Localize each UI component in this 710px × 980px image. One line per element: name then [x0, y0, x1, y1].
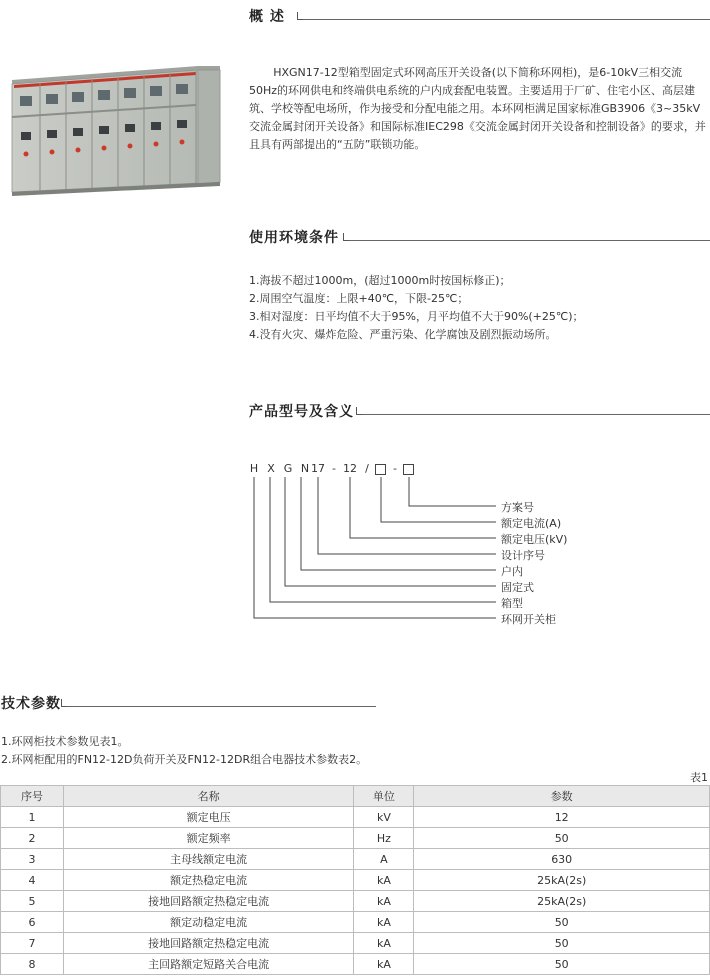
- code-char-h: H: [249, 462, 259, 475]
- cell-name: 额定动稳定电流: [63, 912, 354, 933]
- cell-index: 3: [1, 849, 64, 870]
- tech-title-line: [67, 706, 376, 707]
- cell-value: 50: [414, 933, 710, 954]
- header-index: 序号: [1, 786, 64, 807]
- code-char-n: N: [300, 462, 310, 475]
- list-item: 2.周围空气温度：上限+40℃，下限-25℃；: [249, 292, 469, 305]
- header-value: 参数: [414, 786, 710, 807]
- overview-paragraph: HXGN17-12型箱型固定式环网高压开关设备(以下简称环网柜)，是6-10kV三相交流50Hz的环网供电和终端供电系统的户内成套配电装置。主要适用于厂矿、住宅小区、高层建筑、学校等配电场所，作为接受和分配电能之用。本环网柜满足国家标准GB3906《3~35kV交流金属封闭开关设备》和国际标准IEC298《交流金属封闭开关设备和控制设备》的要求，并且具有两部提出的“五防”联锁功能。: [249, 66, 706, 151]
- model-label-indoor: 户内: [501, 565, 523, 578]
- table-row: [1, 849, 710, 870]
- header-unit: 单位: [354, 786, 414, 807]
- cell-index: 6: [1, 912, 64, 933]
- cell-value: 630: [414, 849, 710, 870]
- cell-name: 额定热稳定电流: [63, 870, 354, 891]
- table-row: [1, 954, 710, 975]
- cell-unit: kV: [354, 807, 414, 828]
- code-char-12: 12: [343, 462, 357, 475]
- model-label-box: 箱型: [501, 597, 523, 610]
- code-char-x: X: [267, 462, 275, 475]
- table-row: [1, 891, 710, 912]
- overview-title: 概 述: [249, 9, 285, 25]
- cell-unit: kA: [354, 954, 414, 975]
- cell-value: 50: [414, 912, 710, 933]
- cell-unit: kA: [354, 870, 414, 891]
- code-char-dash-2: -: [393, 462, 397, 475]
- cell-index: 7: [1, 933, 64, 954]
- tech-note: 1.环网柜技术参数见表1。: [1, 735, 129, 748]
- cell-value: 25kA(2s): [414, 870, 710, 891]
- cell-index: 4: [1, 870, 64, 891]
- model-label-current: 额定电流(A): [501, 517, 562, 530]
- model-label-ring: 环网开关柜: [501, 613, 556, 626]
- cell-value: 25kA(2s): [414, 891, 710, 912]
- table-row: [1, 828, 710, 849]
- model-label-fixed: 固定式: [501, 581, 534, 594]
- cell-name: 主回路额定短路关合电流: [63, 954, 354, 975]
- cell-value: 50: [414, 954, 710, 975]
- cell-unit: kA: [354, 912, 414, 933]
- header-name: 名称: [63, 786, 354, 807]
- cell-value: 50: [414, 828, 710, 849]
- cell-name: 接地回路额定热稳定电流: [63, 891, 354, 912]
- list-item: 1.海拔不超过1000m，(超过1000m时按国标修正)；: [249, 274, 511, 287]
- cell-index: 8: [1, 954, 64, 975]
- table-caption: 表1: [690, 771, 708, 784]
- table-row: [1, 912, 710, 933]
- table-row: [1, 807, 710, 828]
- cell-unit: kA: [354, 933, 414, 954]
- table-row: [1, 933, 710, 954]
- cell-name: 额定频率: [63, 828, 354, 849]
- model-label-voltage: 额定电压(kV): [501, 533, 568, 546]
- environment-title: 使用环境条件: [249, 230, 339, 246]
- tech-note: 2.环网柜配用的FN12-12D负荷开关及FN12-12DR组合电器技术参数表2。: [1, 753, 368, 766]
- model-title: 产品型号及含义: [249, 404, 354, 420]
- tech-title: 技术参数: [1, 696, 61, 712]
- cell-index: 5: [1, 891, 64, 912]
- code-char-17: 17: [311, 462, 325, 475]
- code-char-g: G: [283, 462, 293, 475]
- cell-index: 1: [1, 807, 64, 828]
- spec-table: [0, 785, 710, 975]
- cell-name: 额定电压: [63, 807, 354, 828]
- list-item: 4.没有火灾、爆炸危险、严重污染、化学腐蚀及剧烈振动场所。: [249, 328, 557, 341]
- list-item: 3.相对湿度：日平均值不大于95%，月平均值不大于90%(+25℃)；: [249, 310, 584, 323]
- code-char-dash: -: [332, 462, 336, 475]
- table-header-row: [1, 786, 710, 807]
- cell-unit: Hz: [354, 828, 414, 849]
- model-label-scheme: 方案号: [501, 501, 534, 514]
- tech-notes: [1, 733, 367, 769]
- cell-value: 12: [414, 807, 710, 828]
- cell-unit: kA: [354, 891, 414, 912]
- model-label-design: 设计序号: [501, 549, 545, 562]
- table-row: [1, 870, 710, 891]
- cell-index: 2: [1, 828, 64, 849]
- code-char-slash: /: [365, 462, 369, 475]
- cell-name: 接地回路额定热稳定电流: [63, 933, 354, 954]
- cell-unit: A: [354, 849, 414, 870]
- cell-name: 主母线额定电流: [63, 849, 354, 870]
